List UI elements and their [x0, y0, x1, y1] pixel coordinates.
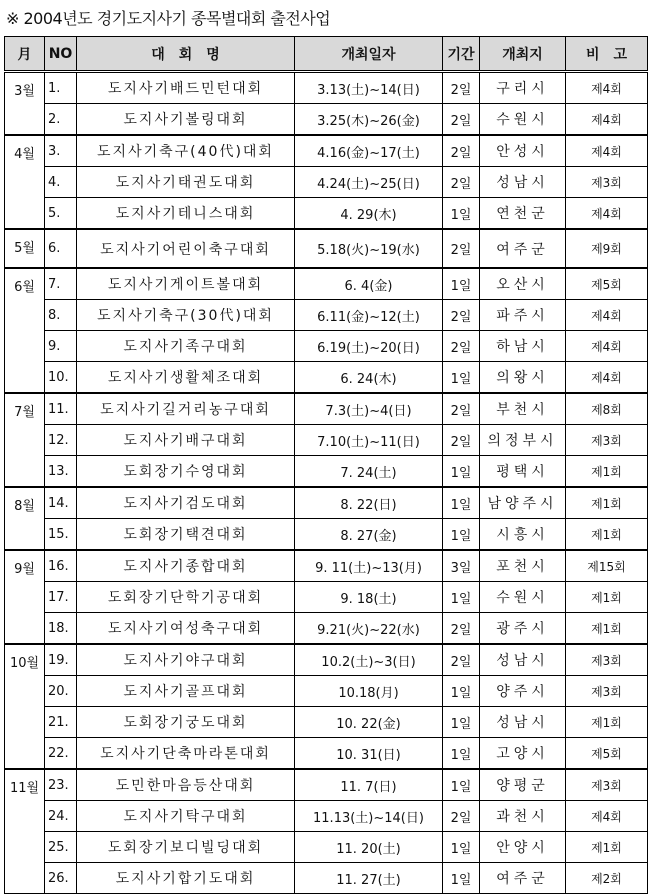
event-date: 10.18(月): [295, 676, 443, 707]
event-location: 성남시: [480, 707, 566, 738]
event-remarks: 제2회: [566, 863, 648, 894]
event-number: 3.: [45, 135, 77, 167]
event-period: 1일: [443, 832, 480, 863]
event-period: 2일: [443, 104, 480, 136]
event-remarks: 제3회: [566, 167, 648, 198]
event-location: 여주군: [480, 863, 566, 894]
table-row: [5, 550, 648, 582]
event-remarks: 제9회: [566, 229, 648, 268]
event-name: 도회장기보디빌딩대회: [77, 832, 295, 863]
event-period: 1일: [443, 268, 480, 300]
event-name: 도지사기어린이축구대회: [77, 229, 295, 268]
event-date: 7. 24(土): [295, 456, 443, 488]
header-location: 개최지: [480, 37, 566, 72]
event-number: 14.: [45, 487, 77, 519]
table-row: [5, 644, 648, 676]
event-period: 2일: [443, 229, 480, 268]
event-name: 도지사기게이트볼대회: [77, 268, 295, 300]
event-number: 20.: [45, 676, 77, 707]
table-row: [5, 676, 648, 707]
event-name: 도지사기배드민턴대회: [77, 72, 295, 104]
event-period: 1일: [443, 487, 480, 519]
table-row: [5, 198, 648, 230]
header-no: NO: [45, 37, 77, 72]
event-remarks: 제1회: [566, 832, 648, 863]
event-date: 9. 18(土): [295, 582, 443, 613]
header-month: 月: [5, 37, 45, 72]
event-number: 22.: [45, 738, 77, 770]
month-cell: 8월: [5, 487, 45, 550]
month-cell: 9월: [5, 550, 45, 644]
event-name: 도지사기태권도대회: [77, 167, 295, 198]
event-name: 도지사기테니스대회: [77, 198, 295, 230]
table-row: [5, 832, 648, 863]
header-remarks: 비 고: [566, 37, 648, 72]
event-remarks: 제4회: [566, 198, 648, 230]
event-period: 1일: [443, 707, 480, 738]
event-name: 도지사기볼링대회: [77, 104, 295, 136]
event-date: 11. 27(土): [295, 863, 443, 894]
event-number: 16.: [45, 550, 77, 582]
event-location: 여주군: [480, 229, 566, 268]
event-number: 17.: [45, 582, 77, 613]
event-name: 도민한마음등산대회: [77, 769, 295, 801]
event-remarks: 제4회: [566, 72, 648, 104]
event-date: 7.10(土)~11(日): [295, 425, 443, 456]
event-location: 남양주시: [480, 487, 566, 519]
event-number: 9.: [45, 331, 77, 362]
table-row: [5, 613, 648, 645]
event-name: 도지사기단축마라톤대회: [77, 738, 295, 770]
event-name: 도지사기검도대회: [77, 487, 295, 519]
event-date: 3.25(木)~26(金): [295, 104, 443, 136]
event-period: 1일: [443, 582, 480, 613]
event-date: 6.11(金)~12(土): [295, 300, 443, 331]
event-period: 2일: [443, 300, 480, 331]
event-name: 도회장기단학기공대회: [77, 582, 295, 613]
table-header-row: [5, 37, 648, 72]
event-number: 18.: [45, 613, 77, 645]
event-remarks: 제1회: [566, 582, 648, 613]
event-date: 11. 7(日): [295, 769, 443, 801]
event-date: 10. 31(日): [295, 738, 443, 770]
event-number: 15.: [45, 519, 77, 551]
event-remarks: 제4회: [566, 300, 648, 331]
event-period: 1일: [443, 769, 480, 801]
event-number: 4.: [45, 167, 77, 198]
event-date: 8. 27(金): [295, 519, 443, 551]
event-remarks: 제4회: [566, 362, 648, 394]
table-row: [5, 300, 648, 331]
event-number: 7.: [45, 268, 77, 300]
event-location: 고양시: [480, 738, 566, 770]
event-period: 2일: [443, 613, 480, 645]
event-name: 도지사기골프대회: [77, 676, 295, 707]
event-remarks: 제1회: [566, 613, 648, 645]
event-location: 양주시: [480, 676, 566, 707]
event-date: 4.24(土)~25(日): [295, 167, 443, 198]
event-date: 8. 22(日): [295, 487, 443, 519]
month-cell: 6월: [5, 268, 45, 393]
event-remarks: 제3회: [566, 425, 648, 456]
header-name: 대 회 명: [77, 37, 295, 72]
event-date: 3.13(土)~14(日): [295, 72, 443, 104]
event-number: 10.: [45, 362, 77, 394]
event-number: 6.: [45, 229, 77, 268]
event-period: 2일: [443, 135, 480, 167]
event-date: 10.2(土)~3(日): [295, 644, 443, 676]
table-row: [5, 104, 648, 136]
table-row: [5, 135, 648, 167]
table-row: [5, 456, 648, 488]
event-date: 7.3(土)~4(日): [295, 393, 443, 425]
event-location: 시흥시: [480, 519, 566, 551]
event-period: 2일: [443, 801, 480, 832]
event-number: 1.: [45, 72, 77, 104]
event-date: 10. 22(金): [295, 707, 443, 738]
table-row: [5, 801, 648, 832]
event-name: 도지사기종합대회: [77, 550, 295, 582]
event-date: 6.19(土)~20(日): [295, 331, 443, 362]
event-date: 6. 4(金): [295, 268, 443, 300]
event-location: 포천시: [480, 550, 566, 582]
events-table: [4, 36, 648, 894]
event-name: 도지사기길거리농구대회: [77, 393, 295, 425]
table-row: [5, 425, 648, 456]
month-cell: 5월: [5, 229, 45, 268]
event-period: 1일: [443, 863, 480, 894]
table-row: [5, 582, 648, 613]
table-row: [5, 519, 648, 551]
event-period: 1일: [443, 198, 480, 230]
event-location: 연천군: [480, 198, 566, 230]
table-row: [5, 362, 648, 394]
event-remarks: 제5회: [566, 738, 648, 770]
event-name: 도회장기궁도대회: [77, 707, 295, 738]
event-remarks: 제1회: [566, 519, 648, 551]
table-row: [5, 229, 648, 268]
event-number: 11.: [45, 393, 77, 425]
event-name: 도지사기야구대회: [77, 644, 295, 676]
event-name: 도지사기생활체조대회: [77, 362, 295, 394]
event-location: 구리시: [480, 72, 566, 104]
event-number: 5.: [45, 198, 77, 230]
month-cell: 7월: [5, 393, 45, 487]
event-period: 2일: [443, 644, 480, 676]
month-cell: 4월: [5, 135, 45, 229]
event-remarks: 제15회: [566, 550, 648, 582]
event-period: 1일: [443, 738, 480, 770]
header-date: 개최일자: [295, 37, 443, 72]
event-location: 하남시: [480, 331, 566, 362]
table-row: [5, 268, 648, 300]
event-name: 도회장기수영대회: [77, 456, 295, 488]
event-period: 1일: [443, 362, 480, 394]
table-row: [5, 863, 648, 894]
event-remarks: 제3회: [566, 769, 648, 801]
event-date: 6. 24(木): [295, 362, 443, 394]
table-row: [5, 738, 648, 770]
event-name: 도지사기족구대회: [77, 331, 295, 362]
event-number: 19.: [45, 644, 77, 676]
event-number: 13.: [45, 456, 77, 488]
table-row: [5, 487, 648, 519]
event-number: 12.: [45, 425, 77, 456]
event-number: 2.: [45, 104, 77, 136]
event-name: 도지사기합기도대회: [77, 863, 295, 894]
event-period: 2일: [443, 393, 480, 425]
event-period: 2일: [443, 167, 480, 198]
event-location: 의왕시: [480, 362, 566, 394]
event-name: 도지사기배구대회: [77, 425, 295, 456]
event-remarks: 제5회: [566, 268, 648, 300]
event-number: 25.: [45, 832, 77, 863]
event-number: 8.: [45, 300, 77, 331]
event-remarks: 제1회: [566, 707, 648, 738]
event-date: 9.21(火)~22(水): [295, 613, 443, 645]
table-row: [5, 331, 648, 362]
event-location: 의정부시: [480, 425, 566, 456]
event-period: 1일: [443, 456, 480, 488]
event-remarks: 제8회: [566, 393, 648, 425]
month-cell: 11월: [5, 769, 45, 894]
event-name: 도지사기축구(40代)대회: [77, 135, 295, 167]
table-row: [5, 393, 648, 425]
event-location: 성남시: [480, 644, 566, 676]
event-name: 도회장기택견대회: [77, 519, 295, 551]
event-remarks: 제4회: [566, 331, 648, 362]
event-location: 성남시: [480, 167, 566, 198]
event-remarks: 제4회: [566, 135, 648, 167]
event-location: 오산시: [480, 268, 566, 300]
event-period: 2일: [443, 331, 480, 362]
header-period: 기간: [443, 37, 480, 72]
event-location: 평택시: [480, 456, 566, 488]
event-remarks: 제4회: [566, 104, 648, 136]
event-location: 수원시: [480, 582, 566, 613]
event-date: 11. 20(土): [295, 832, 443, 863]
event-number: 26.: [45, 863, 77, 894]
event-number: 24.: [45, 801, 77, 832]
table-row: [5, 769, 648, 801]
event-location: 과천시: [480, 801, 566, 832]
month-cell: 10월: [5, 644, 45, 769]
event-number: 21.: [45, 707, 77, 738]
event-remarks: 제4회: [566, 801, 648, 832]
table-row: [5, 72, 648, 104]
event-name: 도지사기탁구대회: [77, 801, 295, 832]
table-row: [5, 167, 648, 198]
event-location: 안양시: [480, 832, 566, 863]
event-name: 도지사기축구(30代)대회: [77, 300, 295, 331]
event-date: 4. 29(木): [295, 198, 443, 230]
page-title: ※ 2004년도 경기도지사기 종목별대회 출전사업: [6, 9, 331, 28]
event-date: 11.13(土)~14(日): [295, 801, 443, 832]
table-row: [5, 707, 648, 738]
event-location: 부천시: [480, 393, 566, 425]
event-number: 23.: [45, 769, 77, 801]
event-remarks: 제3회: [566, 676, 648, 707]
event-location: 양평군: [480, 769, 566, 801]
event-location: 안성시: [480, 135, 566, 167]
event-period: 3일: [443, 550, 480, 582]
event-date: 4.16(金)~17(土): [295, 135, 443, 167]
event-location: 광주시: [480, 613, 566, 645]
event-period: 2일: [443, 72, 480, 104]
table-body: [5, 72, 648, 894]
event-location: 수원시: [480, 104, 566, 136]
event-period: 1일: [443, 519, 480, 551]
event-date: 5.18(火)~19(水): [295, 229, 443, 268]
event-period: 2일: [443, 425, 480, 456]
event-period: 1일: [443, 676, 480, 707]
month-cell: 3월: [5, 72, 45, 136]
event-remarks: 제3회: [566, 644, 648, 676]
event-date: 9. 11(土)~13(月): [295, 550, 443, 582]
event-name: 도지사기여성축구대회: [77, 613, 295, 645]
event-remarks: 제1회: [566, 456, 648, 488]
event-remarks: 제1회: [566, 487, 648, 519]
event-location: 파주시: [480, 300, 566, 331]
